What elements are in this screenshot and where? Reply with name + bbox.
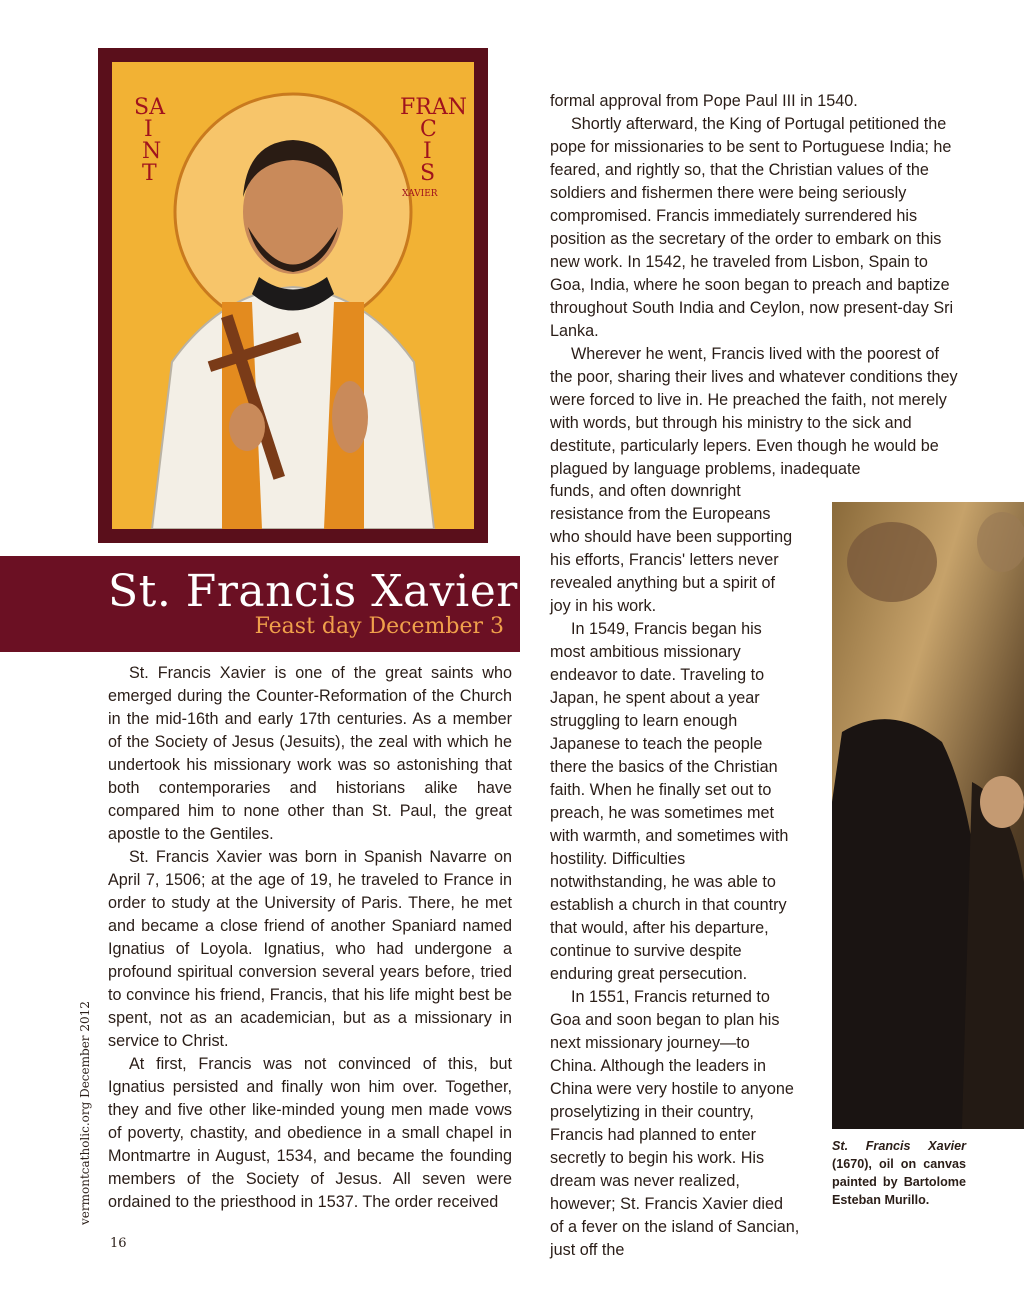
saint-icon-image xyxy=(98,48,488,543)
svg-text:SA: SA xyxy=(134,95,165,120)
article-column-left xyxy=(108,662,512,1214)
svg-text:FRAN: FRAN xyxy=(400,95,467,120)
paragraph: funds, and often downright resistance from the Europeans who should have been supporting his efforts, Francis' letters never revealed anything but a spirit of joy in his work. xyxy=(550,482,793,615)
caption-text: (1670), oil on canvas painted by Bartolome Esteban Murillo. xyxy=(832,1157,966,1207)
article-column-right-bottom xyxy=(550,480,800,1262)
svg-text:C: C xyxy=(420,117,437,142)
caption-title: St. Francis Xavier xyxy=(832,1139,966,1153)
svg-text:S: S xyxy=(420,161,436,186)
svg-text:T: T xyxy=(142,161,157,186)
feast-day-subtitle: Feast day December 3 xyxy=(254,614,504,639)
paragraph: formal approval from Pope Paul III in 1540. xyxy=(550,92,858,110)
article-column-right-top xyxy=(550,90,964,481)
paragraph: St. Francis Xavier is one of the great saints who emerged during the Counter-Reformation of the Church in the mid-16th and early 17th centuries. As a member of the Society of Jesus (Jesuits), the zeal with which he undertook his missionary work was so astonishing that both contemporaries and historians alike have compared him to none other than St. Paul, the great apostle to the Gentiles. xyxy=(108,664,512,843)
page-title: St. Francis Xavier xyxy=(108,566,518,617)
murillo-painting-image xyxy=(832,502,1024,1129)
svg-text:N: N xyxy=(142,139,162,164)
svg-text:XAVIER: XAVIER xyxy=(402,189,438,199)
painting-caption xyxy=(832,1137,966,1209)
icon-painting-svg xyxy=(112,62,474,529)
paragraph: Wherever he went, Francis lived with the poorest of the poor, sharing their lives and whatever conditions they were forced to live in. He preached the faith, not merely with words, but through his ministry to the sick and destitute, particularly lepers. Even though he would be plagued by language problems, inadequate xyxy=(550,345,958,478)
paragraph: At first, Francis was not convinced of this, but Ignatius persisted and finally won him over. Together, they and five other like-minded young men made vows of poverty, chastity, and obedience in a small chapel in Montmartre in August, 1534, and became the founding members of the Society of Jesus. All seven were ordained to the priesthood in 1537. The order received xyxy=(108,1055,512,1211)
page-number: 16 xyxy=(110,1236,127,1251)
side-publication-info: vermontcatholic.org December 2012 xyxy=(78,1001,92,1225)
paragraph: Shortly afterward, the King of Portugal petitioned the pope for missionaries to be sent to Portuguese India; he feared, and rightly so, that the Christian values of the soldiers and fishermen there were being seriously compromised. Francis immediately surrendered his position as the secretary of the order to embark on this new work. In 1542, he traveled from Lisbon, Spain to Goa, India, where he soon began to preach and baptize throughout South India and Ceylon, now present-day Sri Lanka. xyxy=(550,115,954,340)
paragraph: In 1551, Francis returned to Goa and soon began to plan his next missionary journey—to China. Although the leaders in China were very hostile to anyone proselytizing in their country, Francis had planned to enter secretly to begin his work. His dream was never realized, however; St. Francis Xavier died of a fever on the island of Sancian, just off the xyxy=(550,988,800,1259)
title-band xyxy=(0,556,520,652)
svg-text:I: I xyxy=(423,139,432,164)
svg-text:I: I xyxy=(144,117,153,142)
paragraph: St. Francis Xavier was born in Spanish Navarre on April 7, 1506; at the age of 19, he traveled to France in order to study at the University of Paris. There, he met and became a close friend of another Spaniard named Ignatius of Loyola. Ignatius, who had undergone a profound spiritual conversion several years before, tried to convince his friend, Francis, that his life might best be spent, not as an academician, but as a missionary in service to Christ. xyxy=(108,848,512,1050)
paragraph: In 1549, Francis began his most ambitious missionary endeavor to date. Traveling to Japan, he spent about a year struggling to learn enough Japanese to teach the people there the basics of the Christian faith. When he finally set out to preach, he was sometimes met with warmth, and sometimes with hostility. Difficulties notwithstanding, he was able to establish a church in that country that would, after his departure, continue to survive despite enduring great persecution. xyxy=(550,620,789,983)
